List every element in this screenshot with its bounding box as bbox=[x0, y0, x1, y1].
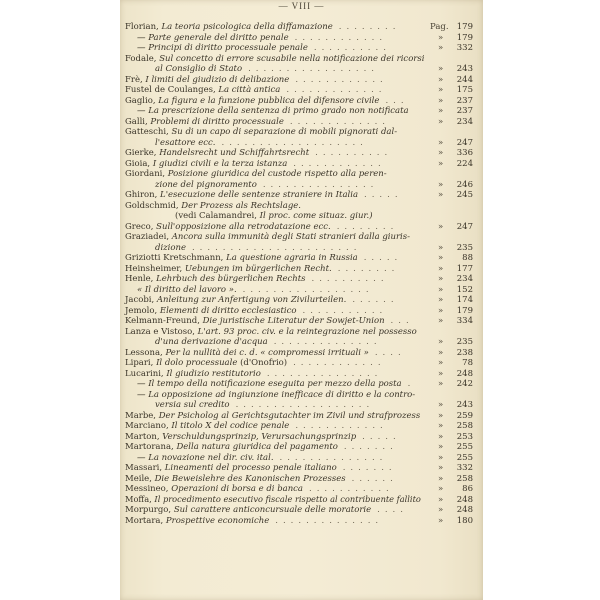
page-number: 247 bbox=[456, 137, 473, 148]
leader-dots: ... bbox=[390, 316, 414, 326]
page-number: 248 bbox=[456, 494, 473, 505]
entry-title: La questione agraria in Russia bbox=[226, 253, 358, 263]
entry-title: Problemi di diritto processuale bbox=[150, 116, 284, 127]
entry-title: « Il diritto del lavoro ». bbox=[137, 284, 237, 295]
ditto-mark: » bbox=[438, 148, 444, 158]
index-entry bbox=[125, 474, 475, 485]
entry-author: Galli, bbox=[125, 116, 151, 127]
entry-author: Henle, bbox=[125, 274, 157, 284]
index-entry bbox=[125, 306, 475, 317]
entry-title: La figura e la funzione pubblica del difensore civile bbox=[158, 95, 380, 106]
ditto-mark: » bbox=[438, 442, 444, 452]
ditto-mark: » bbox=[438, 95, 444, 106]
page-number: 152 bbox=[456, 284, 473, 295]
entry-title: Die juristische Literatur der Sowjet-Union bbox=[202, 316, 385, 326]
entry-author: Heinsheimer, bbox=[125, 263, 185, 274]
index-entry bbox=[125, 64, 475, 75]
page-number: 243 bbox=[456, 400, 473, 410]
leader-dots: ............ bbox=[295, 421, 388, 431]
index-entry bbox=[125, 379, 475, 390]
entry-author: Jemolo, bbox=[125, 305, 160, 316]
entry-text bbox=[137, 390, 415, 401]
entry-text bbox=[175, 211, 373, 222]
index-entry bbox=[125, 369, 475, 380]
index-entry bbox=[125, 348, 475, 359]
leader-dots: ..... bbox=[363, 253, 403, 263]
entry-title: Prospettive economiche bbox=[165, 515, 270, 526]
leader-dots: ........... bbox=[302, 305, 388, 316]
ditto-mark: » bbox=[438, 158, 444, 169]
entry-author: Messineo, bbox=[125, 484, 172, 494]
entry-author: Florian, bbox=[125, 22, 162, 32]
index-entry bbox=[125, 211, 475, 222]
leader-dots: .......... bbox=[311, 274, 389, 284]
entry-text bbox=[125, 148, 309, 159]
leader-dots: .............. bbox=[273, 337, 382, 347]
entry-author: Gatteschi, bbox=[125, 127, 172, 137]
entry-author: Moffa, bbox=[125, 494, 155, 505]
index-entry bbox=[125, 358, 475, 369]
entry-text bbox=[125, 421, 289, 432]
ditto-mark: » bbox=[438, 305, 444, 316]
entry-title: Il giudizio restitutorio bbox=[166, 368, 261, 379]
ditto-mark: » bbox=[438, 505, 444, 515]
index-entry bbox=[125, 243, 475, 254]
page-number: 243 bbox=[456, 64, 473, 74]
entry-title: Der Prozess als Rechtslage. bbox=[181, 200, 301, 211]
index-entry bbox=[125, 117, 475, 128]
page-number: 332 bbox=[456, 43, 473, 53]
entry-text bbox=[137, 33, 289, 44]
page-number: 235 bbox=[456, 337, 473, 347]
page-number: 258 bbox=[456, 473, 473, 484]
entry-author: Frè, bbox=[125, 74, 146, 85]
page-number: 235 bbox=[456, 242, 473, 253]
entry-title: Posizione giuridica del custode rispetto alla peren- bbox=[167, 169, 387, 179]
leader-dots: .... bbox=[374, 347, 406, 358]
ditto-mark: » bbox=[438, 452, 444, 463]
leader-dots: . bbox=[407, 379, 416, 389]
index-entry bbox=[125, 411, 475, 422]
entry-title: zione del pignoramento bbox=[155, 179, 257, 190]
page-number: 246 bbox=[456, 179, 473, 190]
entry-author: Giordani, bbox=[125, 169, 168, 179]
ditto-mark: » bbox=[438, 347, 444, 358]
entry-title: Der Psicholog al Gerichtsgutachter im Zivil und strafprozess bbox=[158, 410, 421, 421]
ditto-mark: » bbox=[438, 421, 444, 431]
page-number: 248 bbox=[456, 505, 473, 515]
page-number: 255 bbox=[456, 452, 473, 463]
ditto-mark: » bbox=[438, 74, 444, 85]
ditto-mark: » bbox=[438, 179, 444, 190]
entry-text bbox=[125, 127, 397, 138]
entry-author: Graziadei, bbox=[125, 232, 172, 242]
page-number: 336 bbox=[456, 148, 473, 158]
index-entry bbox=[125, 22, 475, 33]
index-entry bbox=[125, 442, 475, 453]
entry-title: Verschuldungsprinzip, Verursachungsprinzip bbox=[162, 431, 357, 442]
entry-title: — Il tempo della notificazione eseguita per mezzo della posta bbox=[137, 379, 402, 389]
entry-text bbox=[125, 463, 337, 474]
entry-text bbox=[155, 64, 242, 75]
entry-text bbox=[125, 495, 421, 506]
entry-text bbox=[125, 411, 420, 422]
ditto-mark: » bbox=[438, 274, 444, 284]
page-number: 332 bbox=[456, 463, 473, 473]
page-number: 334 bbox=[456, 316, 473, 326]
entry-title: d'una derivazione d'acqua bbox=[155, 337, 268, 347]
entry-text bbox=[125, 264, 332, 275]
entry-author: Marciano, bbox=[125, 421, 172, 431]
entry-text bbox=[155, 180, 257, 191]
leader-dots: ........ bbox=[336, 221, 399, 232]
entry-title: L'art. 93 proc. civ. e la reintegrazione nel possesso bbox=[197, 326, 417, 337]
leader-dots: ............ bbox=[293, 358, 386, 368]
page-number: 248 bbox=[456, 368, 473, 379]
index-entry bbox=[125, 96, 475, 107]
entry-author: Lipari, bbox=[125, 358, 157, 368]
entry-title: Il proc. come situaz. giur.) bbox=[259, 211, 373, 221]
ditto-mark: » bbox=[438, 494, 444, 505]
entry-text bbox=[137, 106, 409, 117]
entry-title: — Parte generale del diritto penale bbox=[137, 32, 289, 43]
entry-text bbox=[125, 96, 379, 107]
entry-text bbox=[125, 369, 261, 380]
leader-dots: ................. bbox=[248, 64, 380, 74]
leader-dots: ....... bbox=[342, 463, 397, 473]
entry-title: Il titolo X del codice penale bbox=[171, 421, 290, 431]
entry-title: Die Beweislehre des Kanonischen Prozesses bbox=[154, 473, 346, 484]
leader-dots: ... bbox=[385, 95, 409, 106]
index-entry bbox=[125, 316, 475, 327]
index-entry bbox=[125, 75, 475, 86]
ditto-mark: » bbox=[438, 368, 444, 379]
leader-dots: .............. bbox=[275, 515, 384, 526]
entry-text bbox=[155, 400, 230, 411]
leader-dots: ............. bbox=[289, 116, 390, 127]
entry-author: Marton, bbox=[125, 431, 163, 442]
entry-author: Massari, bbox=[125, 463, 165, 473]
entry-text bbox=[125, 159, 287, 170]
entry-author: Marbe, bbox=[125, 410, 159, 421]
page-number: 179 bbox=[456, 305, 473, 316]
entry-author: Ghiron, bbox=[125, 190, 161, 200]
entry-text bbox=[125, 306, 297, 317]
entry-author: Griziotti Kretschmann, bbox=[125, 253, 227, 263]
leader-dots: ............... bbox=[266, 368, 383, 379]
ditto-mark: » bbox=[438, 473, 444, 484]
entry-title: Ancora sulla immunità degli Stati stranieri dalla giuris- bbox=[171, 232, 411, 242]
index-entry bbox=[125, 432, 475, 443]
index-entry bbox=[125, 54, 475, 65]
ditto-mark: » bbox=[438, 32, 444, 43]
page-number: 179 bbox=[456, 32, 473, 43]
entry-author: Lanza e Vistoso, bbox=[125, 326, 198, 337]
entry-title: Uebungen im bürgerlichen Recht. bbox=[184, 263, 332, 274]
entry-title: — La novazione nel dir. civ. ital. bbox=[137, 452, 274, 463]
entry-text bbox=[125, 516, 269, 527]
entry-text bbox=[125, 295, 346, 306]
entry-text bbox=[125, 432, 356, 443]
leader-dots: ............... bbox=[262, 179, 379, 190]
page-number: 86 bbox=[462, 484, 473, 494]
leader-dots: ................... bbox=[221, 137, 368, 148]
entry-text bbox=[125, 75, 289, 86]
entry-title: Operazioni di borsa e di banca bbox=[171, 484, 304, 494]
entry-text bbox=[125, 316, 385, 327]
ditto-mark: » bbox=[438, 463, 444, 473]
entry-text bbox=[155, 138, 216, 149]
entry-author: Mortara, bbox=[125, 515, 166, 526]
ditto-mark: » bbox=[438, 410, 444, 421]
entry-author: Kelmann-Freund, bbox=[125, 316, 203, 326]
index-entry bbox=[125, 201, 475, 212]
leader-dots: ...... bbox=[351, 473, 398, 484]
entry-text bbox=[137, 453, 274, 464]
entry-title: Il procedimento esecutivo fiscale rispetto al contribuente fallito bbox=[154, 494, 421, 505]
page-numeral-header: — VIII — bbox=[278, 1, 325, 11]
page-number: 180 bbox=[456, 515, 473, 526]
entry-author: Gierke, bbox=[125, 148, 160, 158]
index-entry bbox=[125, 190, 475, 201]
index-entry bbox=[125, 390, 475, 401]
leader-dots: ........ bbox=[337, 263, 400, 274]
ditto-mark: » bbox=[438, 253, 444, 263]
index-entry bbox=[125, 148, 475, 159]
index-entry bbox=[125, 463, 475, 474]
entry-title: — Principi di diritto processuale penale bbox=[137, 43, 308, 53]
ditto-mark: » bbox=[438, 43, 444, 53]
page-number: 88 bbox=[462, 253, 473, 263]
ditto-mark: » bbox=[438, 190, 444, 200]
entry-title: Elementi di diritto ecclesiastico bbox=[159, 305, 297, 316]
index-entry bbox=[125, 274, 475, 285]
ditto-mark: » bbox=[438, 337, 444, 347]
ditto-mark: » bbox=[438, 515, 444, 526]
leader-dots: .................. bbox=[235, 400, 375, 410]
index-entry bbox=[125, 516, 475, 527]
entry-text bbox=[125, 85, 280, 96]
index-entry bbox=[125, 138, 475, 149]
leader-dots: .......... bbox=[315, 148, 393, 158]
ditto-mark: » bbox=[438, 242, 444, 253]
page-number: 242 bbox=[456, 379, 473, 389]
entry-title: Per la nullità dei c. d. « compromessi irrituali » bbox=[165, 347, 369, 358]
leader-dots: .... bbox=[377, 505, 408, 515]
index-entry bbox=[125, 505, 475, 516]
entry-author: (vedi Calamandrei, bbox=[175, 211, 260, 221]
page-number: 258 bbox=[456, 421, 473, 431]
entry-title: L'esecuzione delle sentenze straniere in Italia bbox=[160, 190, 359, 200]
entry-text bbox=[125, 274, 306, 285]
page-number: 234 bbox=[456, 116, 473, 127]
entry-text bbox=[125, 442, 338, 453]
entry-text bbox=[125, 222, 331, 233]
entry-title: al Consiglio di Stato bbox=[155, 64, 243, 74]
entry-title: Sull'opposizione alla retrodatazione ecc. bbox=[156, 221, 331, 232]
index-entry bbox=[125, 169, 475, 180]
entry-title: Sul concetto di errore scusabile nella notificazione dei ricorsi bbox=[159, 53, 425, 64]
entry-title: I giudizi civili e la terza istanza bbox=[152, 158, 288, 169]
page-number: 234 bbox=[456, 274, 473, 284]
ditto-mark: » bbox=[438, 284, 444, 295]
leader-dots: ............ bbox=[295, 74, 388, 85]
entry-title: Della natura giuridica del pagamento bbox=[176, 442, 338, 452]
entry-author: Lucarini, bbox=[125, 368, 167, 379]
ditto-mark: » bbox=[438, 116, 444, 127]
entry-title: La teoria psicologica della diffamazione bbox=[161, 22, 333, 32]
index-entry bbox=[125, 159, 475, 170]
entry-title: l'esattore ecc. bbox=[155, 137, 216, 148]
entry-author: Fodale, bbox=[125, 53, 160, 64]
page-number: 255 bbox=[456, 442, 473, 452]
index-entry bbox=[125, 253, 475, 264]
page-number: 245 bbox=[456, 190, 473, 200]
leader-dots: ........ bbox=[338, 22, 401, 32]
entry-author: Gaglio, bbox=[125, 95, 159, 106]
entry-text bbox=[125, 505, 371, 516]
page-number: 247 bbox=[456, 221, 473, 232]
entry-text bbox=[125, 348, 369, 359]
entry-title: Lineamenti del processo penale italiano bbox=[164, 463, 337, 473]
ditto-mark: » bbox=[438, 400, 444, 410]
entry-text bbox=[137, 43, 308, 54]
leader-dots: ................. bbox=[242, 284, 374, 295]
entry-title: Su di un capo di separazione di mobili pignorati dal- bbox=[171, 127, 398, 137]
index-entry bbox=[125, 484, 475, 495]
entry-text bbox=[125, 22, 333, 33]
entry-text bbox=[125, 474, 346, 485]
page-number: 238 bbox=[456, 347, 473, 358]
entry-title: — La opposizione ad ingiunzione inefficace di diritto e la contro- bbox=[137, 389, 416, 400]
index-entry bbox=[125, 327, 475, 338]
entry-author: Goldschmid, bbox=[125, 200, 182, 211]
leader-dots: ..... bbox=[364, 190, 403, 200]
entry-text bbox=[137, 379, 402, 390]
ditto-mark: » bbox=[438, 221, 444, 232]
ditto-mark: » bbox=[438, 316, 444, 326]
leader-dots: .......... bbox=[313, 43, 391, 53]
page-number: 78 bbox=[462, 358, 473, 368]
page-number: 177 bbox=[456, 263, 473, 274]
index-entry bbox=[125, 285, 475, 296]
entry-text bbox=[155, 337, 268, 348]
leader-dots: ...................... bbox=[191, 242, 362, 253]
entry-text bbox=[137, 285, 237, 296]
entry-author: Greco, bbox=[125, 221, 157, 232]
index-entry bbox=[125, 222, 475, 233]
index-entry bbox=[125, 337, 475, 348]
page-number: 224 bbox=[456, 158, 473, 169]
entry-author: Martorana, bbox=[125, 442, 177, 452]
ditto-mark: » bbox=[438, 137, 444, 148]
index-entry bbox=[125, 232, 475, 243]
entry-title: Il dolo processuale bbox=[156, 358, 238, 368]
ditto-mark: Pag. bbox=[430, 22, 449, 32]
page-number: 259 bbox=[456, 410, 473, 421]
entry-author: Jacobi, bbox=[125, 295, 157, 305]
entry-text bbox=[155, 243, 186, 254]
ditto-mark: » bbox=[438, 358, 444, 368]
entry-text bbox=[125, 253, 358, 264]
index-entry bbox=[125, 180, 475, 191]
entry-title: — La prescrizione della sentenza di primo grado non notificata bbox=[137, 106, 409, 116]
leader-dots: ....... bbox=[343, 442, 398, 452]
index-entry bbox=[125, 495, 475, 506]
entry-title: dizione bbox=[155, 242, 186, 253]
leader-dots: ............ bbox=[293, 158, 386, 169]
entry-text bbox=[125, 117, 284, 128]
leader-dots: .............. bbox=[279, 452, 388, 463]
leader-dots: ........... bbox=[309, 484, 394, 494]
leader-dots: ............ bbox=[294, 32, 388, 43]
entry-title: I limiti del giudizio di delibazione bbox=[145, 74, 290, 85]
index-entry bbox=[125, 106, 475, 117]
entry-author: Meile, bbox=[125, 473, 155, 484]
ditto-mark: » bbox=[438, 431, 444, 442]
entry-text bbox=[125, 484, 303, 495]
entry-title: versia sul credito bbox=[155, 400, 230, 410]
page-number: 179 bbox=[456, 22, 473, 32]
entry-title: Anleitung zur Anfertigung von Zivilurteilen. bbox=[156, 295, 347, 305]
entry-title-note: (d'Onofrio) bbox=[237, 358, 288, 368]
entry-author: Morpurgo, bbox=[125, 505, 174, 515]
ditto-mark: » bbox=[438, 106, 444, 116]
leader-dots: ............. bbox=[286, 85, 387, 95]
entry-text bbox=[125, 169, 387, 180]
index-entry bbox=[125, 421, 475, 432]
entry-text bbox=[125, 327, 417, 338]
ditto-mark: » bbox=[438, 484, 444, 494]
entry-text bbox=[125, 54, 424, 65]
entry-text bbox=[125, 232, 410, 243]
page-number: 244 bbox=[456, 74, 473, 85]
entry-text bbox=[125, 201, 301, 212]
page-number: 175 bbox=[456, 85, 473, 95]
leader-dots: ..... bbox=[362, 431, 401, 442]
index-entry bbox=[125, 43, 475, 54]
page-number: 253 bbox=[456, 431, 473, 442]
entry-author: Lessona, bbox=[125, 347, 166, 358]
index-entry bbox=[125, 264, 475, 275]
entry-title: La città antica bbox=[218, 85, 281, 95]
leader-dots: ...... bbox=[352, 295, 399, 305]
ditto-mark: » bbox=[438, 263, 444, 274]
entry-author: Gioia, bbox=[125, 158, 153, 169]
index-entry bbox=[125, 400, 475, 411]
page-number: 174 bbox=[456, 295, 473, 305]
index-entry bbox=[125, 295, 475, 306]
page-number: 237 bbox=[456, 95, 473, 106]
index-entry bbox=[125, 453, 475, 464]
ditto-mark: » bbox=[438, 295, 444, 305]
index-entry bbox=[125, 33, 475, 44]
entry-author: Fustel de Coulanges, bbox=[125, 85, 219, 95]
ditto-mark: » bbox=[438, 85, 444, 95]
index-entry-list bbox=[125, 22, 475, 526]
page-number: 237 bbox=[456, 106, 473, 116]
entry-title: Sul carattere anticoncursuale delle moratorie bbox=[173, 505, 372, 515]
entry-title: Handelsrecht und Schiffahrtsrecht bbox=[159, 148, 310, 158]
index-entry bbox=[125, 127, 475, 138]
index-entry bbox=[125, 85, 475, 96]
ditto-mark: » bbox=[438, 379, 444, 389]
entry-text bbox=[125, 358, 287, 369]
entry-title: Lehrbuch des bürgerlichen Rechts bbox=[156, 274, 306, 284]
entry-text bbox=[125, 190, 358, 201]
ditto-mark: » bbox=[438, 64, 444, 74]
